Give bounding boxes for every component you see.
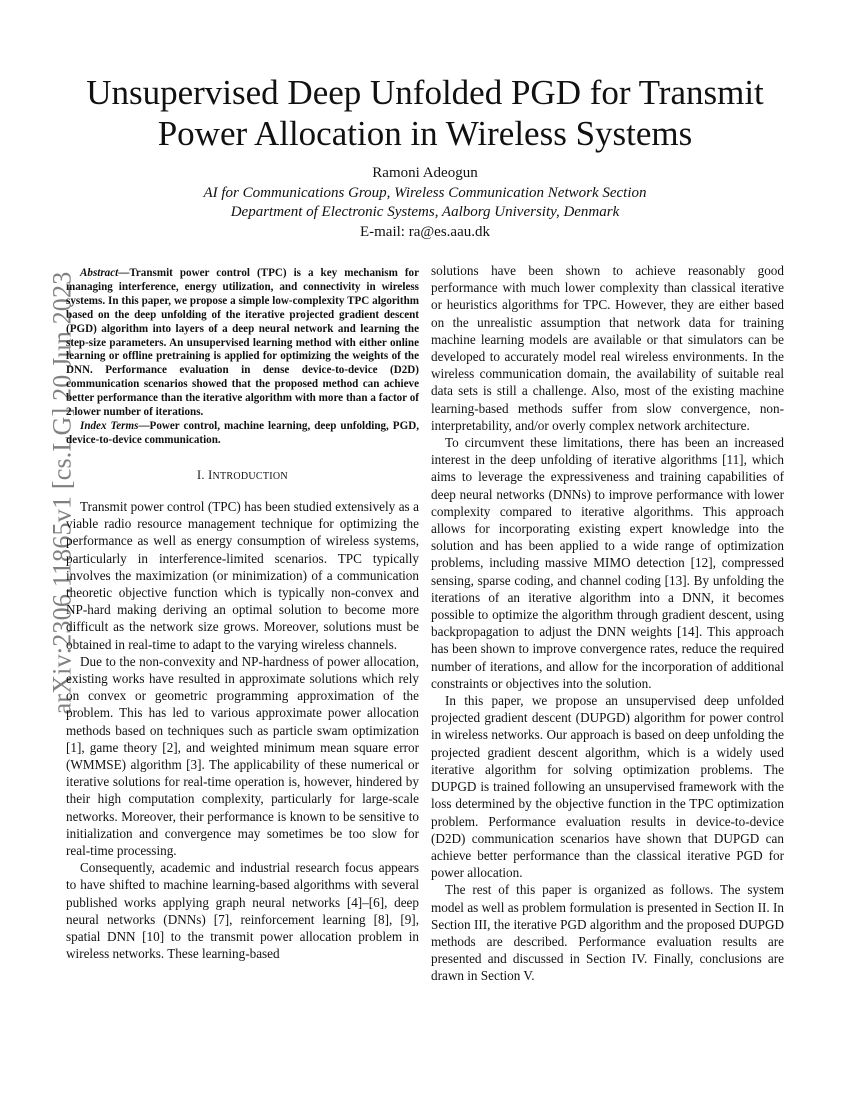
affiliation-line-2: Department of Electronic Systems, Aalborg University, Denmark [230, 204, 620, 220]
section-heading-introduction [66, 467, 419, 485]
paragraph: solutions have been shown to achieve reasonably good performance with much lower complexity than classical iterative or heuristics algorithms for TPC. However, they are either based on the unrealistic assumption that network data for training machine learning models are available or that simulators can be developed to accurately model real wireless environments. In the wireless communication domain, the availability of suitable real data sets is still a challenge. Also, most of the existing machine learning-based methods suffer from slow convergence, non-interpretability, and/or overly complex network architecture. [431, 263, 784, 433]
paragraph: Consequently, academic and industrial research focus appears to have shifted to machine learning-based algorithms with several published works applying graph neural networks [4]–[6], deep neural networks (DNNs) [7], reinforcement learning [8], [9], spatial DNN [10] to the transmit power allocation problem in wireless networks. These learning-based [66, 860, 419, 962]
left-column [66, 262, 419, 962]
author-name: Ramoni Adeogun [372, 165, 478, 181]
abstract [66, 267, 419, 420]
index-terms-text: —Power control, machine learning, deep unfolding, PGD, device-to-device communication. [66, 419, 419, 446]
section-number: I. [197, 467, 209, 482]
paragraph: Transmit power control (TPC) has been studied extensively as a viable radio resource management technique for optimizing the performance as well as energy consumption of wireless systems, particularly in interference-limited scenarios. TPC typically involves the maximization (or minimization) of a communication theoretic objective function which is typically non-convex and NP-hard making deriving an optimal solution to become more difficult as the network size grows. Moreover, solutions must be obtained in real-time to adapt to the varying wireless channels. [66, 498, 419, 652]
paper-title [80, 72, 770, 154]
abstract-label: Abstract [80, 267, 119, 279]
paragraph: Due to the non-convexity and NP-hardness of power allocation, existing works have resulted in approximate solutions which rely on convex or geometric programming approximation of the problem. This has led to various approximate power allocation methods based on techniques such as particle swam optimization [1], game theory [2], and weighted minimum mean square error (WMMSE) algorithm [3]. The applicability of these numerical or iterative solutions for real-time operation is, however, hindered by their high computation complexity, particularly for large-scale networks. Moreover, their performance is known to be sensitive to initialization and convergence may sometimes be too slow for real-time processing. [66, 653, 419, 859]
paper-title-line-1: Unsupervised Deep Unfolded PGD for Transmit [86, 73, 764, 112]
index-terms [66, 420, 419, 448]
section-title-initial: I [208, 467, 213, 482]
paper-title-line-2: Power Allocation in Wireless Systems [157, 114, 693, 153]
author-email: E-mail: ra@es.aau.dk [359, 223, 490, 240]
right-column [431, 262, 784, 985]
arxiv-identifier-text: arXiv:2306.11865v1 [cs.LG] 20 Jun 2023 [47, 271, 76, 715]
index-terms-label: Index Terms [80, 419, 139, 432]
author-block [80, 164, 770, 242]
paragraph: In this paper, we propose an unsupervised deep unfolded projected gradient descent (DUPGD) algorithm for power control in wireless networks. Our approach is based on deep unfolding the projected gradient descent algorithm, which is a widely used iterative algorithm for solving optimization problems. The DUPGD is trained following an unsupervised framework with the loss determined by the objective function in the TPC optimization problem. Performance evaluation results in device-to-device (D2D) communication scenarios have shown that DUPGD can achieve better performance than the classical iterative PGD for power allocation. [431, 693, 784, 881]
section-title-rest: NTRODUCTION [212, 470, 288, 482]
affiliation-line-1: AI for Communications Group, Wireless Communication Network Section [203, 184, 647, 201]
paragraph: The rest of this paper is organized as follows. The system model as well as problem formulation is presented in Section II. In Section III, the iterative PGD algorithm and the proposed DUPGD methods are described. Performance evaluation results are presented and discussed in Section IV. Finally, conclusions are drawn in Section V. [431, 882, 784, 984]
paragraph: To circumvent these limitations, there has been an increased interest in the deep unfolding of iterative algorithms [11], which aims to leverage the expressiveness and training capabilities of deep neural networks (DNNs) to improve performance with lower complexity compared to iterative algorithms. This approach allows for incorporating existing expert knowledge into the solution and has been applied to a wide range of optimization problems, including massive MIMO detection [12], compressed sensing, sparse coding, and channel coding [13]. By unfolding the iterations of an iterative algorithm into a DNN, it becomes possible to optimize the algorithm through gradient descent, using backpropagation to adjust the DNN weights [14]. This approach has been shown to improve convergence rates, reduce the required number of iterations, and allow for the incorporation of additional constraints or objectives into the solution. [431, 435, 784, 691]
abstract-text: —Transmit power control (TPC) is a key mechanism for managing interference, energy utilization, and connectivity in wireless systems. In this paper, we propose a simple low-complexity TPC algorithm based on the deep unfolding of the iterative projected gradient descent (PGD) algorithm into layers of a deep neural network and learning the step-size parameters. An unsupervised learning method with either online learning or offline pretraining is applied for optimizing the weights of the DNN. Performance evaluation in dense device-to-device (D2D) communication scenarios showed that the proposed method can achieve better performance than the iterative algorithm with more than a factor of 2 lower number of iterations. [66, 267, 419, 419]
